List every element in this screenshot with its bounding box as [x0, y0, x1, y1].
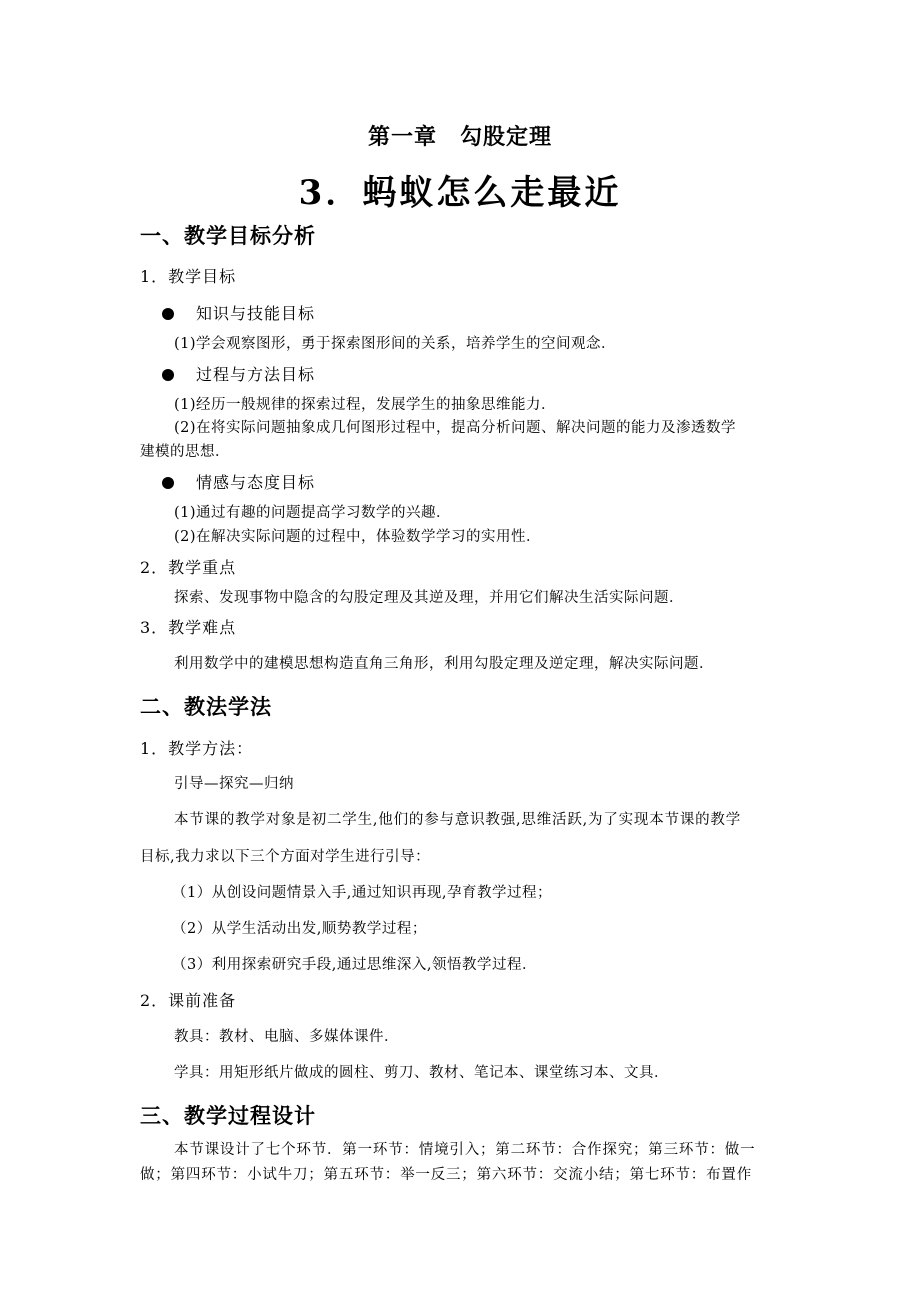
bullet-dot-icon: [162, 369, 174, 381]
bullet-dot-icon: [162, 308, 174, 320]
knowledge-item: (1)学会观察图形，勇于探索图形间的关系，培养学生的空间观念．: [174, 336, 617, 352]
section-heading-process: 三、教学过程设计: [140, 1103, 316, 1128]
method-name: 引导—探究—归纳: [174, 776, 294, 792]
subheading-teaching-method: 1．教学方法：: [140, 739, 254, 758]
lesson-title: 3．蚂蚁怎么走最近: [298, 173, 622, 213]
bullet-process: 过程与方法目标: [162, 362, 315, 385]
subheading-focus: 2．教学重点: [140, 558, 237, 577]
bullet-emotion: 情感与态度目标: [162, 470, 315, 493]
emotion-item-2: (2)在解决实际问题的过程中，体验数学学习的实用性．: [174, 529, 542, 545]
method-paragraph-line-2: 目标,我力求以下三个方面对学生进行引导：: [140, 849, 431, 865]
bullet-dot-icon: [162, 477, 174, 489]
bullet-knowledge: 知识与技能目标: [162, 301, 315, 324]
section-heading-objectives: 一、教学目标分析: [140, 223, 316, 248]
section-heading-methods: 二、教法学法: [140, 694, 272, 719]
subheading-preparation: 2．课前准备: [140, 991, 237, 1010]
process-item-1: (1)经历一般规律的探索过程，发展学生的抽象思维能力．: [174, 397, 557, 413]
method-point-3: （3）利用探索研究手段,通过思维深入,领悟教学过程．: [172, 957, 537, 973]
method-point-1: （1）从创设问题情景入手,通过知识再现,孕育教学过程；: [172, 885, 552, 901]
method-point-2: （2）从学生活动出发,顺势教学过程；: [172, 921, 427, 937]
process-item-2-line-2: 建模的思想．: [140, 444, 230, 460]
difficulty-text: 利用数学中的建模思想构造直角三角形，利用勾股定理及逆定理，解决实际问题．: [174, 656, 714, 672]
process-design-line-1: 本节课设计了七个环节．第一环节：情境引入；第二环节：合作探究；第三环节：做一: [174, 1142, 756, 1158]
method-paragraph-line-1: 本节课的教学对象是初二学生,他们的参与意识教强,思维活跃,为了实现本节课的教学: [174, 812, 742, 828]
teacher-tools: 教具：教材、电脑、多媒体课件．: [174, 1029, 399, 1045]
focus-text: 探索、发现事物中隐含的勾股定理及其逆及理，并用它们解决生活实际问题．: [174, 590, 684, 606]
emotion-item-1: (1)通过有趣的问题提高学习数学的兴趣．: [174, 505, 452, 521]
subheading-difficulty: 3．教学难点: [140, 618, 237, 637]
chapter-title: 第一章 勾股定理: [367, 124, 552, 150]
process-item-2-line-1: (2)在将实际问题抽象成几何图形过程中，提高分析问题、解决问题的能力及渗透数学: [174, 420, 737, 436]
process-design-line-2: 做；第四环节：小试牛刀；第五环节：举一反三；第六环节：交流小结；第七环节：布置作: [140, 1167, 752, 1183]
student-tools: 学具：用矩形纸片做成的圆柱、剪刀、教材、笔记本、课堂练习本、文具．: [174, 1065, 669, 1081]
subheading-teaching-goals: 1．教学目标: [140, 267, 237, 286]
